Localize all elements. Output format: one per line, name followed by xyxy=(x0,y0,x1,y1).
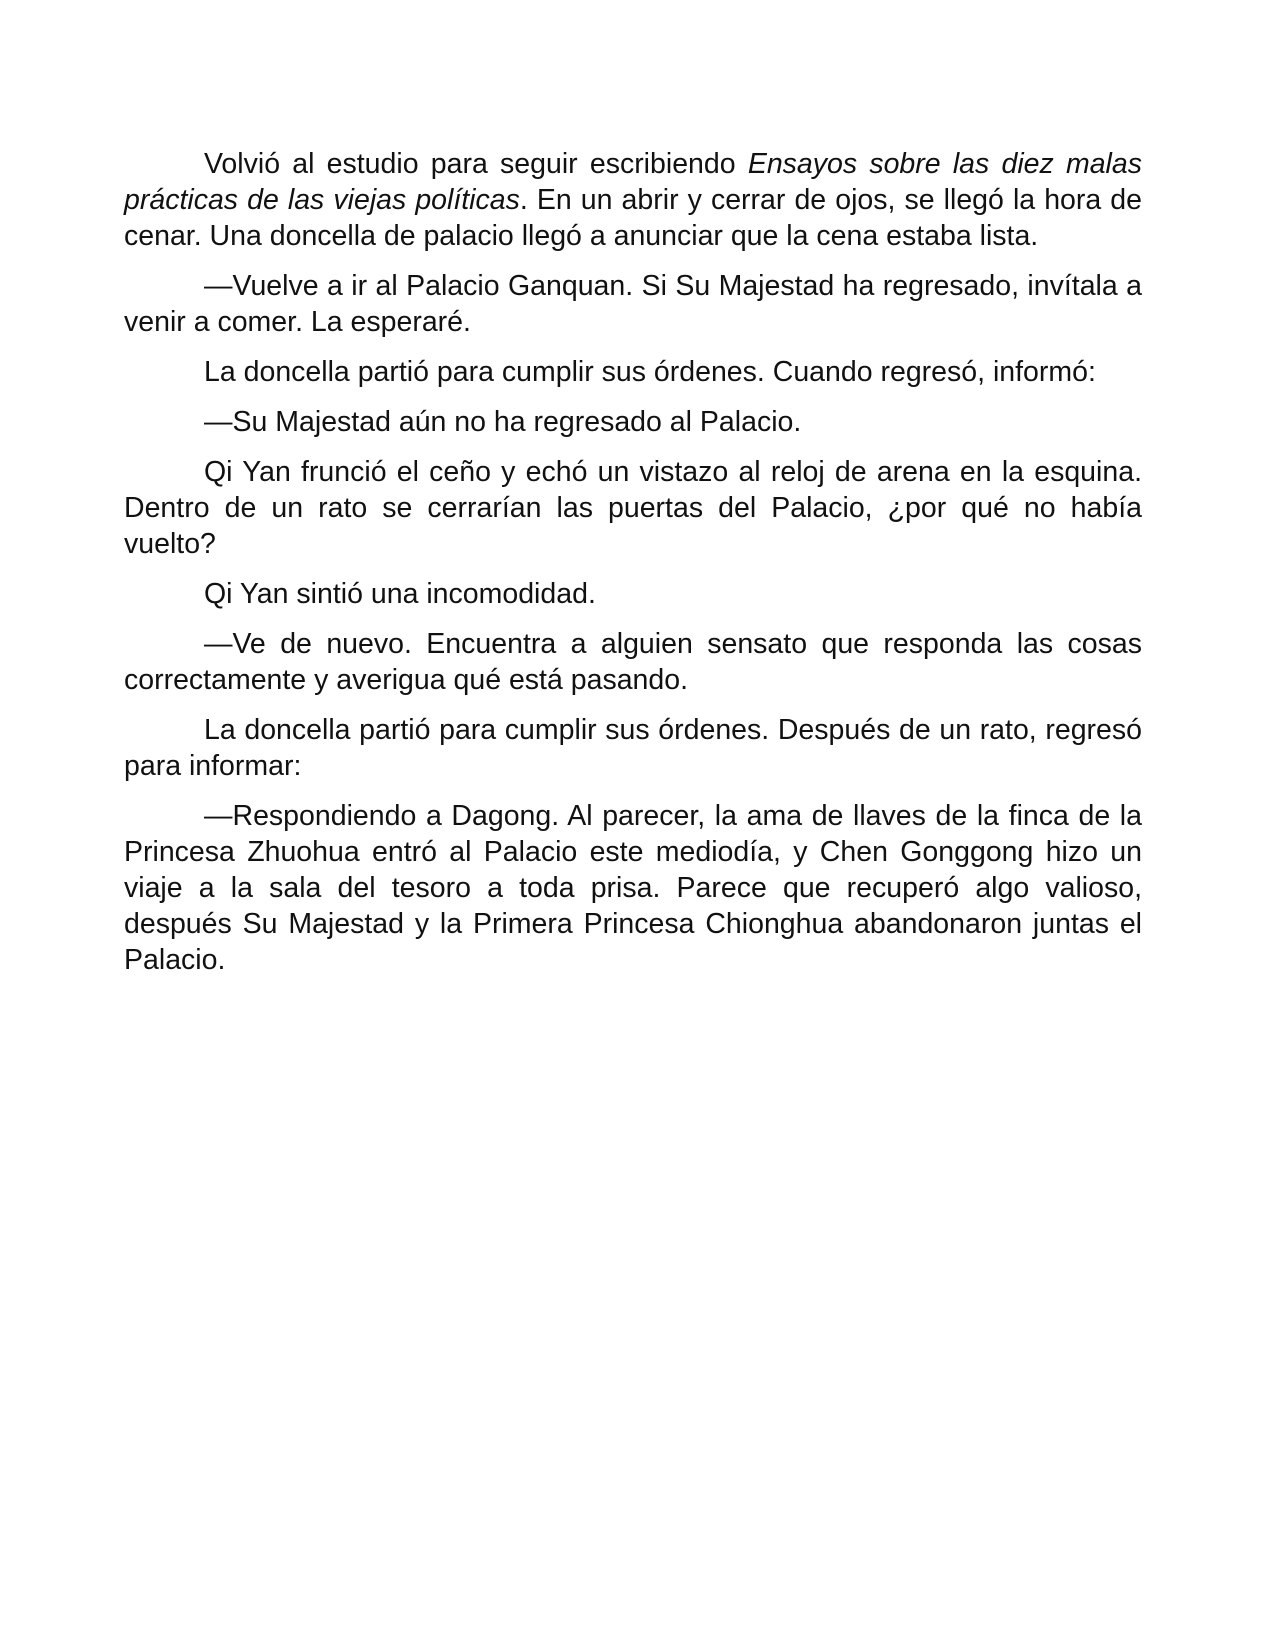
paragraph-text: Volvió al estudio para seguir escribiendo xyxy=(204,148,748,180)
paragraph xyxy=(124,712,1142,784)
paragraph-text: —Vuelve a ir al Palacio Ganquan. Si Su Majestad ha regresado, invítala a venir a comer. La esperaré. xyxy=(124,270,1142,338)
paragraph xyxy=(124,354,1142,390)
paragraph-text: —Respondiendo a Dagong. Al parecer, la ama de llaves de la finca de la Princesa Zhuohua entró al Palacio este mediodía, y Chen Gonggong hizo un viaje a la sala del tesoro a toda prisa. Parece que recuperó algo valioso, después Su Majestad y la Primera Princesa Chionghua abandonaron juntas el Palacio. xyxy=(124,800,1142,976)
paragraph-text: . En un abrir y cerrar de ojos, se llegó la hora de cenar. Una doncella de palacio llegó a anunciar que la cena estaba lista. xyxy=(124,184,1143,252)
document-body xyxy=(124,146,1142,992)
paragraph xyxy=(124,798,1142,978)
paragraph xyxy=(124,146,1142,254)
paragraph xyxy=(124,268,1142,340)
paragraph xyxy=(124,404,1142,440)
paragraph-text: La doncella partió para cumplir sus órdenes. Después de un rato, regresó para informar: xyxy=(124,714,1142,782)
paragraph-text: —Ve de nuevo. Encuentra a alguien sensato que responda las cosas correctamente y averigua qué está pasando. xyxy=(124,628,1142,696)
paragraph xyxy=(124,626,1142,698)
paragraph-text: Qi Yan sintió una incomodidad. xyxy=(204,578,596,610)
paragraph-text: La doncella partió para cumplir sus órdenes. Cuando regresó, informó: xyxy=(204,356,1096,388)
paragraph-text: —Su Majestad aún no ha regresado al Palacio. xyxy=(204,406,802,438)
paragraph xyxy=(124,454,1142,562)
paragraph-text: Qi Yan frunció el ceño y echó un vistazo al reloj de arena en la esquina. Dentro de un rato se cerrarían las puertas del Palacio, ¿por qué no había vuelto? xyxy=(124,456,1142,560)
paragraph xyxy=(124,576,1142,612)
book-title: Ensayos sobre las diez malas prácticas de las viejas políticas xyxy=(124,148,1142,216)
